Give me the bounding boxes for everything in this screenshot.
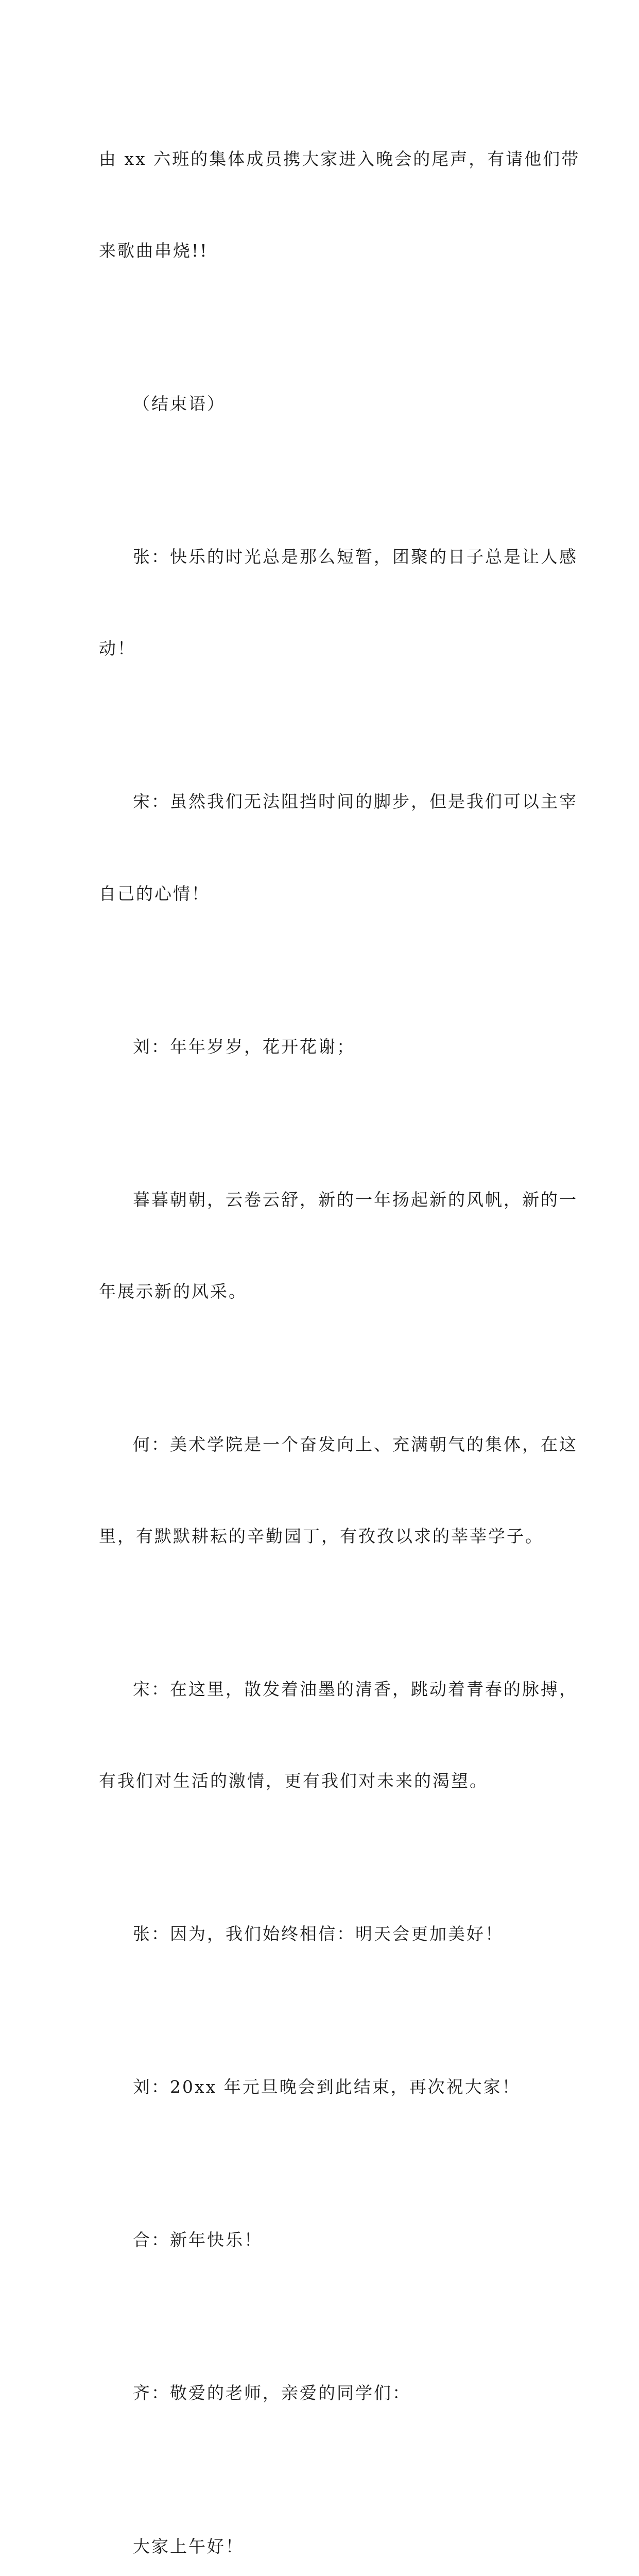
- text-line: 来歌曲串烧!!: [99, 241, 209, 261]
- paragraph-dialogue: [99, 480, 578, 725]
- text-line: 动！: [99, 638, 136, 659]
- text-line: 由 xx 六班的集体成员携大家进入晚会的尾声，有请他们带: [99, 148, 580, 169]
- text-line: 暮暮朝朝，云卷云舒，新的一年扬起新的风帆，新的一: [133, 1189, 578, 1210]
- text-line: 齐：敬爱的老师，亲爱的同学们：: [133, 2383, 411, 2403]
- text-line: 何：美术学院是一个奋发向上、充满朝气的集体，在这: [133, 1434, 578, 1454]
- paragraph-dialogue: [99, 970, 542, 1123]
- section-heading: （结束语）: [133, 394, 226, 414]
- text-line: 宋：虽然我们无法阻挡时间的脚步，但是我们可以主宰: [133, 791, 578, 812]
- paragraph-dialogue: [99, 2164, 542, 2317]
- paragraph-dialogue: [99, 725, 578, 970]
- paragraph-dialogue: [99, 1123, 578, 1368]
- paragraph-dialogue: [99, 2317, 542, 2470]
- text-line: 刘：年年岁岁，花开花谢；: [133, 1036, 355, 1057]
- text-line: 自己的心情！: [99, 883, 210, 904]
- document-body: [99, 82, 580, 2576]
- paragraph-closing-intro: [99, 82, 580, 327]
- text-line: 年展示新的风采。: [99, 1281, 247, 1301]
- paragraph-dialogue: [99, 2011, 542, 2164]
- text-line: 里，有默默耕耘的辛勤园丁，有孜孜以求的莘莘学子。: [99, 1526, 544, 1547]
- text-line: 刘：20xx 年元旦晚会到此结束，再次祝大家！: [133, 2077, 521, 2097]
- text-line: 张：快乐的时光总是那么短暂，团聚的日子总是让人感: [133, 547, 578, 567]
- paragraph-dialogue: [99, 1613, 578, 1857]
- paragraph-dialogue: [99, 1368, 578, 1613]
- paragraph-dialogue: [99, 2470, 542, 2576]
- text-line: 合：新年快乐！: [133, 2230, 263, 2250]
- text-line: 大家上午好！: [133, 2536, 244, 2556]
- paragraph-dialogue: [99, 1858, 542, 2011]
- text-line: 有我们对生活的激情，更有我们对未来的渴望。: [99, 1771, 488, 1791]
- paragraph-section-heading: [99, 327, 542, 480]
- text-line: 宋：在这里，散发着油墨的清香，跳动着青春的脉搏，: [133, 1679, 578, 1700]
- text-line: 张：因为，我们始终相信：明天会更加美好！: [133, 1924, 504, 1944]
